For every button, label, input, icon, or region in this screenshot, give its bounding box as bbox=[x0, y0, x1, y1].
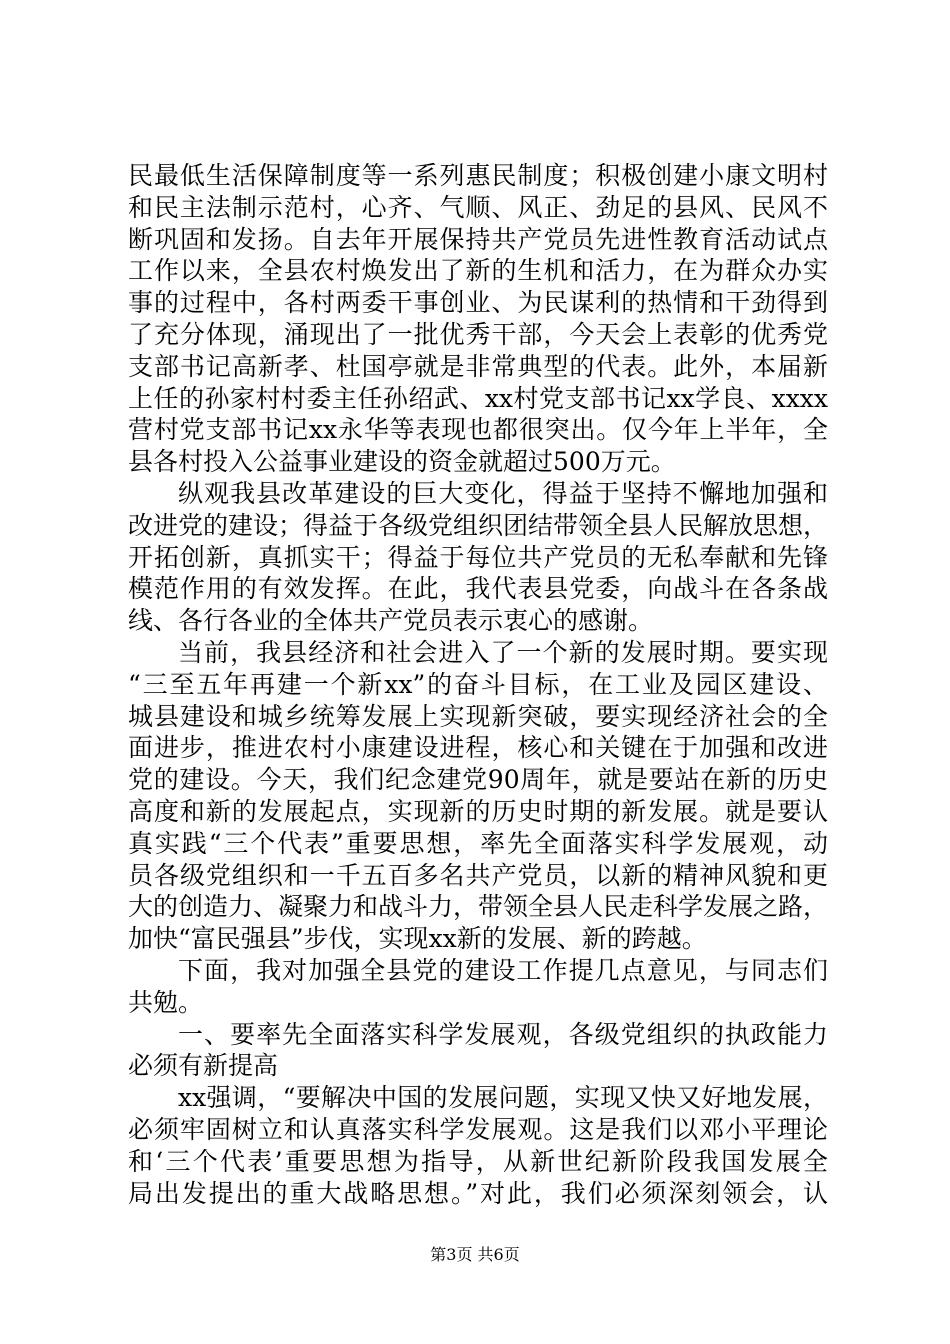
text-line: xx强调，“要解决中国的发展问题，实现又快又好地发展， bbox=[178, 1083, 828, 1113]
text-line: 员各级党组织和一千五百多名共产党员，以新的精神风貌和更 bbox=[128, 860, 828, 890]
text-line: 上任的孙家村村委主任孙绍武、xx村党支部书记xx学良、xxxx bbox=[128, 383, 828, 413]
text-line: 城县建设和城乡统筹发展上实现新突破，要实现经济社会的全 bbox=[128, 701, 828, 731]
text-line: 必须有新提高 bbox=[128, 1051, 279, 1081]
text-line: 民最低生活保障制度等一系列惠民制度；积极创建小康文明村 bbox=[128, 161, 828, 190]
text-line: 局出发提出的重大战略思想。”对此，我们必须深刻领会，认 bbox=[128, 1178, 828, 1208]
text-line: 纵观我县改革建设的巨大变化，得益于坚持不懈地加强和 bbox=[178, 478, 828, 508]
text-line: 事的过程中，各村两委干事创业、为民谋利的热情和干劲得到 bbox=[128, 288, 828, 318]
document-body bbox=[128, 160, 828, 1209]
page-footer: 第3页 共6页 bbox=[430, 1245, 520, 1264]
text-line: 和‘三个代表’重要思想为指导，从新世纪新阶段我国发展全 bbox=[128, 1146, 828, 1176]
text-line: 共勉。 bbox=[128, 987, 204, 1017]
text-line: 线、各行各业的全体共产党员表示衷心的感谢。 bbox=[128, 606, 654, 636]
text-line: 开拓创新，真抓实干；得益于每位共产党员的无私奉献和先锋 bbox=[128, 542, 828, 572]
text-line: 必须牢固树立和认真落实科学发展观。这是我们以邓小平理论 bbox=[128, 1114, 828, 1144]
text-line: 营村党支部书记xx永华等表现也都很突出。仅今年上半年，全 bbox=[128, 415, 828, 445]
text-line: “三至五年再建一个新xx”的奋斗目标，在工业及园区建设、 bbox=[128, 669, 828, 699]
text-line: 大的创造力、凝聚力和战斗力，带领全县人民走科学发展之路， bbox=[128, 892, 829, 922]
text-line: 改进党的建设；得益于各级党组织团结带领全县人民解放思想， bbox=[128, 510, 829, 540]
text-line: 县各村投入公益事业建设的资金就超过500万元。 bbox=[128, 447, 676, 477]
text-line: 加快“富民强县”步伐，实现xx新的发展、新的跨越。 bbox=[128, 924, 707, 954]
text-line: 和民主法制示范村，心齐、气顺、风正、劲足的县风、民风不 bbox=[128, 192, 828, 222]
text-line: 党的建设。今天，我们纪念建党90周年，就是要站在新的历史 bbox=[128, 765, 828, 795]
text-line: 了充分体现，涌现出了一批优秀干部，今天会上表彰的优秀党 bbox=[128, 319, 828, 349]
text-line: 一、要率先全面落实科学发展观，各级党组织的执政能力 bbox=[178, 1019, 828, 1049]
text-line: 支部书记高新孝、杜国亭就是非常典型的代表。此外，本届新 bbox=[128, 351, 828, 381]
text-line: 当前，我县经济和社会进入了一个新的发展时期。要实现 bbox=[178, 637, 828, 667]
text-line: 真实践“三个代表”重要思想，率先全面落实科学发展观，动 bbox=[128, 828, 828, 858]
text-line: 工作以来，全县农村焕发出了新的生机和活力，在为群众办实 bbox=[128, 256, 828, 286]
text-line: 断巩固和发扬。自去年开展保持共产党员先进性教育活动试点 bbox=[128, 224, 828, 254]
text-line: 面进步，推进农村小康建设进程，核心和关键在于加强和改进 bbox=[128, 733, 828, 763]
text-line: 下面，我对加强全县党的建设工作提几点意见，与同志们 bbox=[178, 955, 828, 985]
text-line: 高度和新的发展起点，实现新的历史时期的新发展。就是要认 bbox=[128, 796, 828, 826]
text-line: 模范作用的有效发挥。在此，我代表县党委，向战斗在各条战 bbox=[128, 574, 828, 604]
